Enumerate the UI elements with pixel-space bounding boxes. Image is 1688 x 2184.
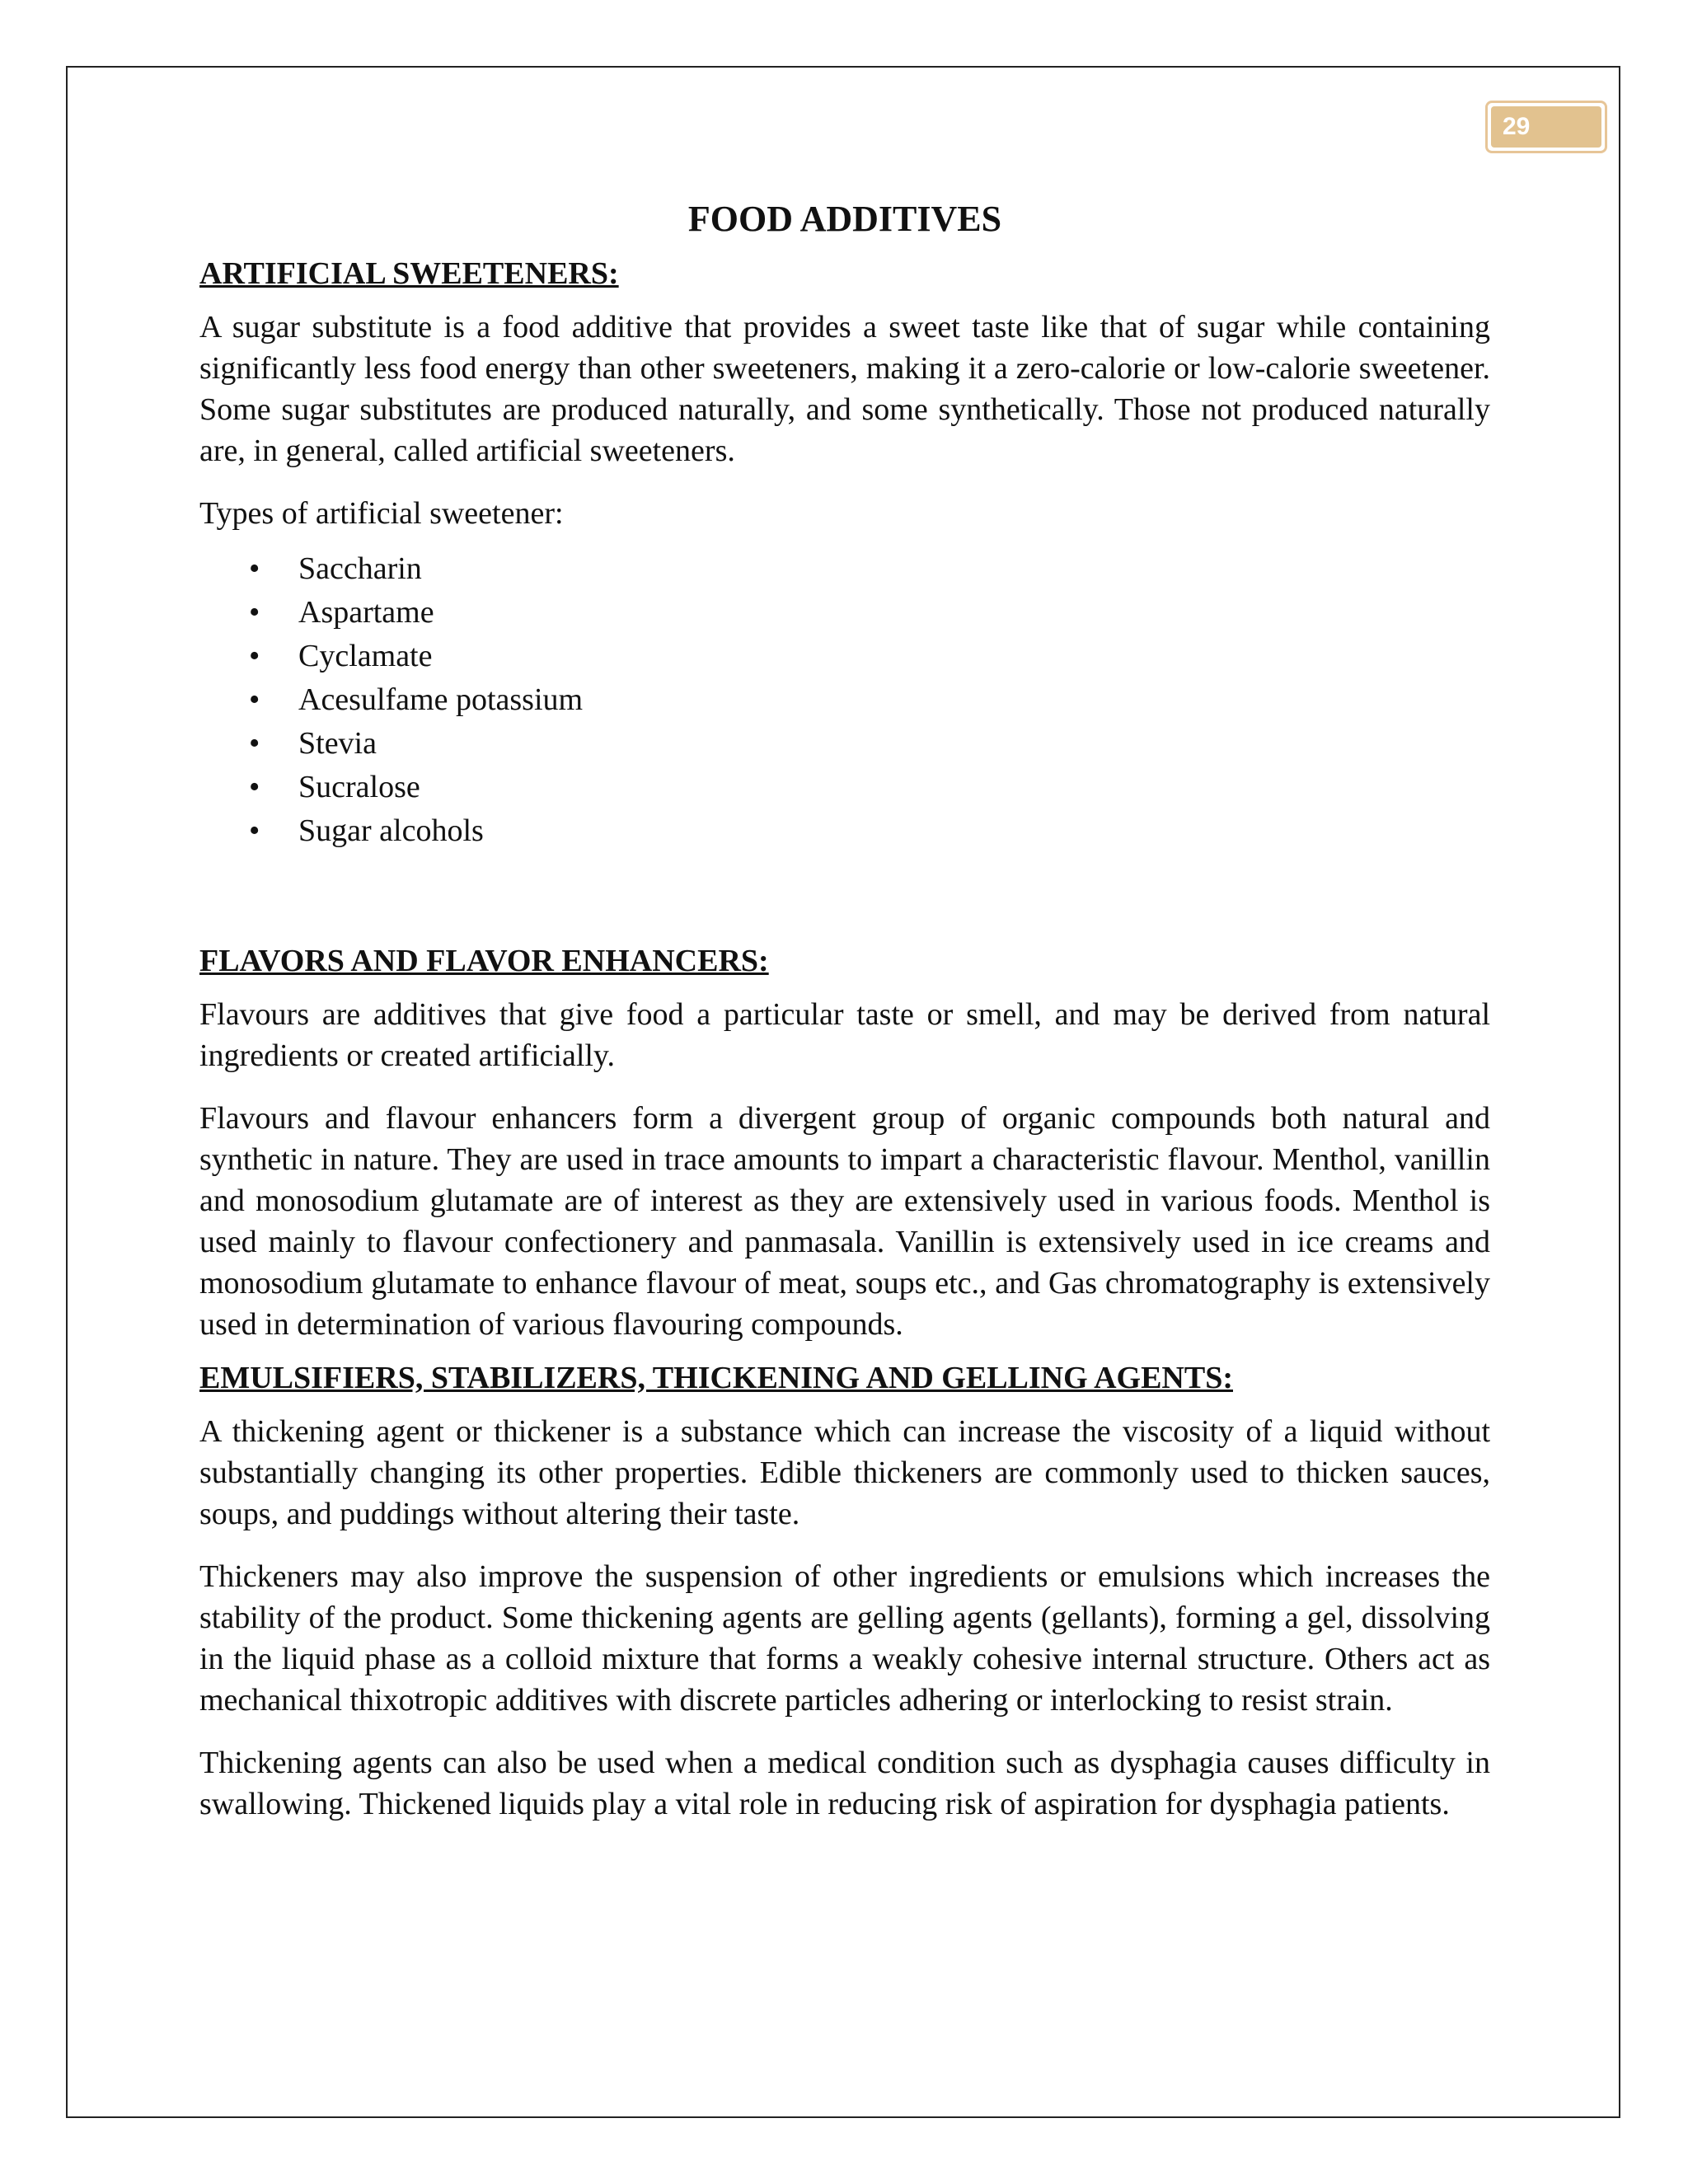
page-title: FOOD ADDITIVES: [687, 199, 1002, 239]
page-number-badge: [1485, 101, 1607, 153]
document-body: [199, 194, 1490, 1846]
list-item-text: Sucralose: [298, 770, 420, 804]
paragraph: Flavours and flavour enhancers form a divergent group of organic compounds both natural and synthetic in nature. They are used in trace amounts to impart a characteristic flavour. Menthol, vanillin and monosodium glutamate are of interest as they are extensively used in various foods. Menthol is used mainly to flavour confectionery and panmasala. Vanillin is extensively used in ice creams and monosodium glutamate to enhance flavour of meat, soups etc., and Gas chromatography is extensively used in determination of various flavouring compounds.: [199, 1101, 1490, 1342]
list-item-text: Aspartame: [298, 595, 434, 630]
page-number: 29: [1491, 106, 1601, 148]
spacer: [199, 853, 1490, 940]
paragraph: Thickening agents can also be used when a medical condition such as dysphagia causes difficulty in swallowing. Thickened liquids play a vital role in reducing risk of aspiration for dysphagia patients.: [199, 1746, 1490, 1821]
bullet-icon: •: [249, 682, 260, 717]
list-item: [199, 635, 1490, 678]
section-emulsifiers: [199, 1357, 1490, 1825]
list-item-text: Stevia: [298, 726, 377, 761]
paragraph: A thickening agent or thickener is a substance which can increase the viscosity of a liquid without substantially changing its other properties. Edible thickeners are commonly used to thicken sauces, soups, and puddings without altering their taste.: [199, 1414, 1490, 1531]
bullet-icon: •: [249, 726, 260, 761]
bullet-icon: •: [249, 551, 260, 586]
sweetener-list: [199, 547, 1490, 853]
paragraph: Types of artificial sweetener:: [199, 496, 564, 531]
list-item: [199, 547, 1490, 591]
paragraph: Flavours are additives that give food a particular taste or smell, and may be derived from natural ingredients or created artificially.: [199, 997, 1490, 1073]
section-flavors: [199, 940, 1490, 1345]
list-item: [199, 766, 1490, 809]
list-item-text: Acesulfame potassium: [298, 682, 584, 717]
list-item-text: Saccharin: [298, 551, 422, 586]
bullet-icon: •: [249, 639, 260, 673]
list-item: [199, 591, 1490, 635]
list-item-text: Cyclamate: [298, 639, 433, 673]
list-item-text: Sugar alcohols: [298, 813, 484, 848]
section-heading: FLAVORS AND FLAVOR ENHANCERS:: [199, 944, 769, 978]
section-heading: EMULSIFIERS, STABILIZERS, THICKENING AND GELLING AGENTS:: [199, 1361, 1233, 1395]
section-heading: ARTIFICIAL SWEETENERS:: [199, 256, 619, 291]
list-item: [199, 809, 1490, 853]
list-item: [199, 678, 1490, 722]
bullet-icon: •: [249, 813, 260, 848]
paragraph: A sugar substitute is a food additive that provides a sweet taste like that of sugar while containing significantly less food energy than other sweeteners, making it a zero-calorie or low-calorie sweetener. Some sugar substitutes are produced naturally, and some synthetically. Those not produced naturally are, in general, called artificial sweeteners.: [199, 310, 1490, 468]
paragraph: Thickeners may also improve the suspension of other ingredients or emulsions which increases the stability of the product. Some thickening agents are gelling agents (gellants), forming a gel, dissolving in the liquid phase as a colloid mixture that forms a weakly cohesive internal structure. Others act as mechanical thixotropic additives with discrete particles adhering or interlocking to resist strain.: [199, 1559, 1490, 1718]
bullet-icon: •: [249, 770, 260, 804]
list-item: [199, 722, 1490, 766]
section-artificial-sweeteners: [199, 252, 1490, 940]
bullet-icon: •: [249, 595, 260, 630]
